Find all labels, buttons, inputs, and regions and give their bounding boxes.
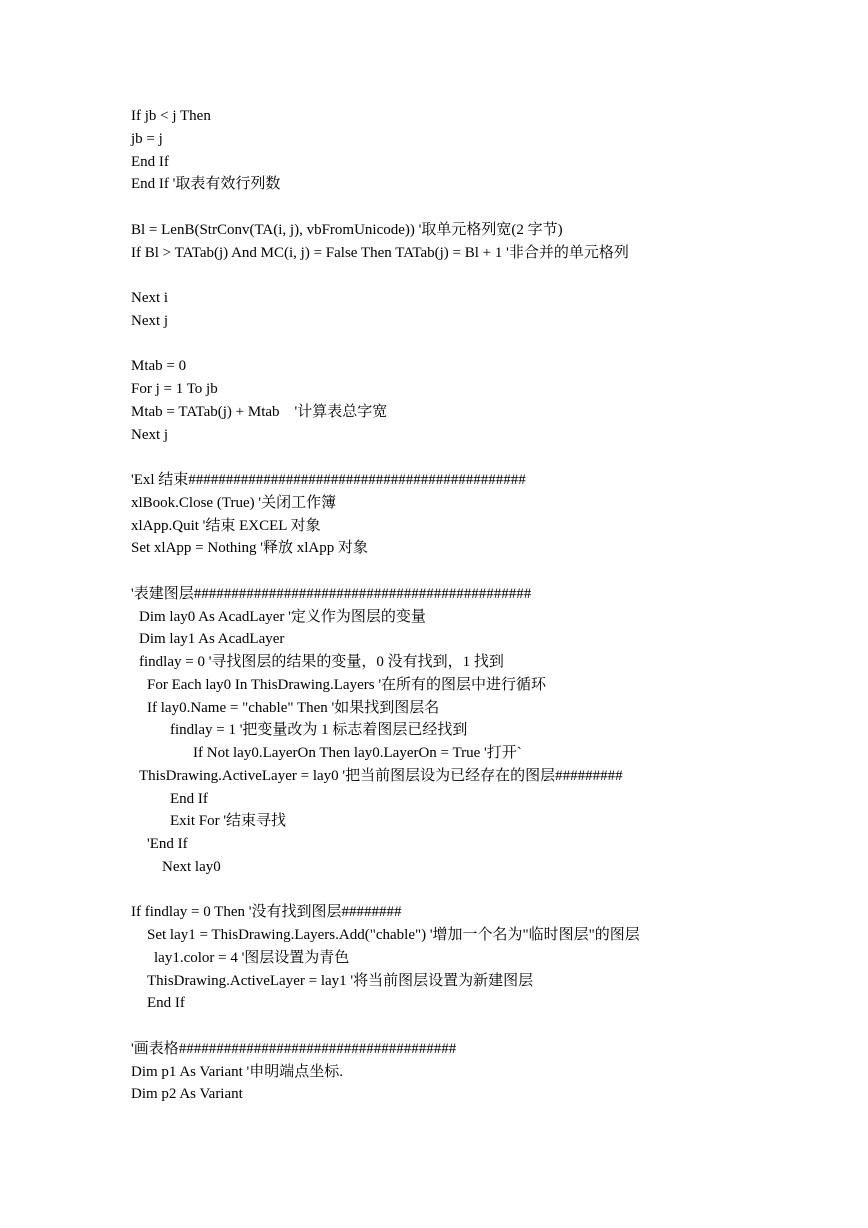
- code-line: findlay = 1 '把变量改为 1 标志着图层已经找到: [170, 722, 468, 739]
- code-line: Set lay1 = ThisDrawing.Layers.Add("chable") '增加一个名为"临时图层"的图层: [147, 927, 640, 943]
- code-line: For j = 1 To jb: [131, 381, 218, 397]
- code-line: For Each lay0 In ThisDrawing.Layers '在所有的图层中进行循环: [147, 676, 547, 693]
- code-line: Next j: [131, 312, 169, 329]
- code-line: 'Exl 结束#############################################: [131, 472, 526, 488]
- code-line: Mtab = 0: [131, 358, 187, 375]
- code-line: '表建图层#############################################: [131, 585, 532, 602]
- code-line: If lay0.Name = "chable" Then '如果找到图层名: [147, 699, 440, 716]
- code-line: End If: [147, 995, 185, 1012]
- code-line: Dim lay0 As AcadLayer '定义作为图层的变量: [139, 608, 426, 625]
- code-line: 'End If: [147, 836, 188, 852]
- blank-line: [131, 196, 851, 219]
- code-line: If jb < j Then: [131, 108, 211, 124]
- code-line: End If: [170, 790, 208, 807]
- blank-line: [131, 446, 851, 469]
- code-line: lay1.color = 4 '图层设置为青色: [154, 949, 350, 966]
- code-line: ThisDrawing.ActiveLayer = lay0 '把当前图层设为已经存在的图层#########: [139, 767, 623, 784]
- code-line: Dim p2 As Variant: [131, 1086, 243, 1103]
- code-line: End If '取表有效行列数: [131, 176, 281, 193]
- blank-line: [131, 264, 851, 287]
- code-line: Mtab = TATab(j) + Mtab '计算表总字宽: [131, 403, 388, 420]
- code-line: If Not lay0.LayerOn Then lay0.LayerOn = True '打开`: [193, 745, 522, 761]
- code-line: Next i: [131, 290, 169, 306]
- blank-line: [131, 333, 851, 356]
- blank-line: [131, 1015, 851, 1038]
- blank-line: [131, 560, 851, 583]
- code-line: '画表格#####################################: [131, 1040, 457, 1057]
- code-line: findlay = 0 '寻找图层的结果的变量，0 没有找到，1 找到: [139, 654, 504, 670]
- code-line: Bl = LenB(StrConv(TA(i, j), vbFromUnicode)) '取单元格列宽(2 字节): [131, 221, 563, 238]
- code-listing: [131, 105, 851, 1106]
- code-line: jb = j: [131, 130, 163, 147]
- code-line: Dim lay1 As AcadLayer: [139, 631, 285, 648]
- code-line: End If: [131, 153, 169, 170]
- code-line: ThisDrawing.ActiveLayer = lay1 '将当前图层设置为新建图层: [147, 972, 534, 989]
- code-line: If findlay = 0 Then '没有找到图层########: [131, 904, 402, 921]
- code-line: xlApp.Quit '结束 EXCEL 对象: [131, 517, 321, 534]
- code-line: Dim p1 As Variant '申明端点坐标.: [131, 1063, 344, 1080]
- code-line: If Bl > TATab(j) And MC(i, j) = False Then TATab(j) = Bl + 1 '非合并的单元格列: [131, 244, 629, 261]
- code-line: Next lay0: [162, 858, 221, 875]
- code-line: Exit For '结束寻找: [170, 813, 287, 830]
- blank-line: [131, 879, 851, 902]
- code-line: Next j: [131, 426, 169, 443]
- code-line: xlBook.Close (True) '关闭工作簿: [131, 494, 337, 511]
- code-line: Set xlApp = Nothing '释放 xlApp 对象: [131, 540, 368, 557]
